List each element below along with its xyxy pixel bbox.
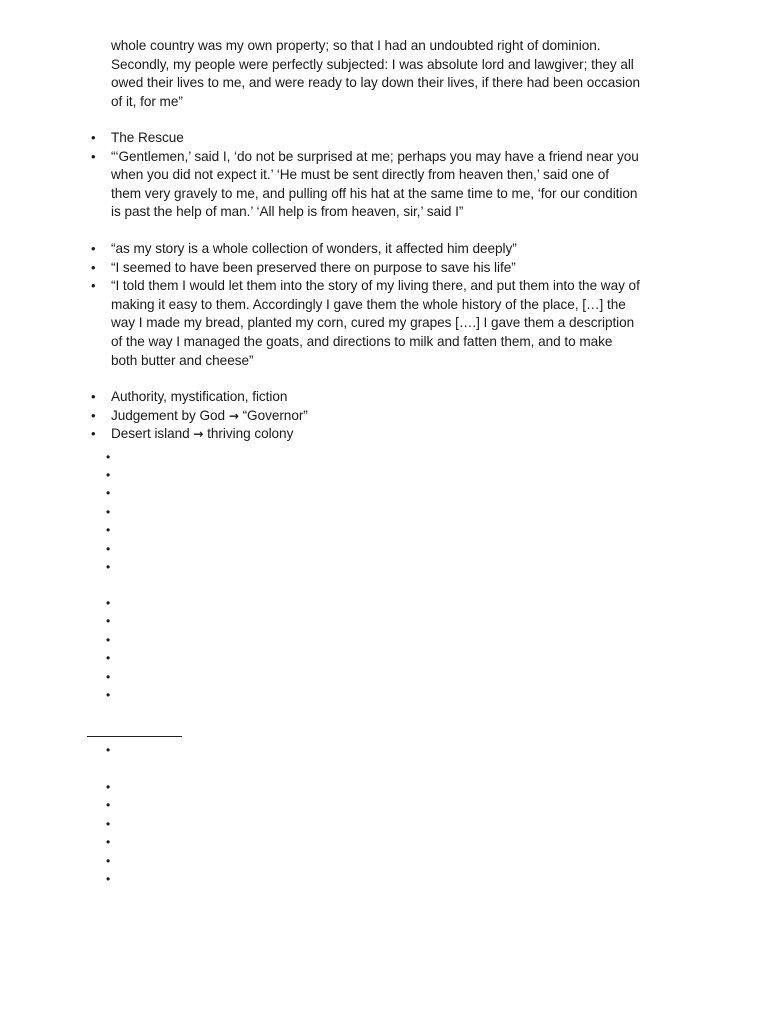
empty-bullet-icon: • xyxy=(106,670,111,684)
empty-bullet-icon: • xyxy=(106,743,111,757)
list-item-text-after: “Governor” xyxy=(242,407,308,423)
list-item xyxy=(91,129,641,148)
empty-bullet-icon: • xyxy=(106,688,111,702)
empty-bullet-icon: • xyxy=(106,505,111,519)
bullet-group-quotes xyxy=(91,240,641,370)
empty-bullet-icon: • xyxy=(106,596,111,610)
empty-bullet-icon: • xyxy=(106,835,111,849)
arrow-right-icon: → xyxy=(193,427,204,442)
list-item xyxy=(91,240,641,259)
bullet-icon: • xyxy=(91,278,96,294)
empty-bullet-icon: • xyxy=(106,633,111,647)
list-item-text-after: thriving colony xyxy=(207,426,294,442)
list-item-text: “I seemed to have been preserved there on purpose to save his life” xyxy=(111,259,516,275)
bullet-icon: • xyxy=(91,259,96,275)
empty-bullet-icon: • xyxy=(106,651,111,665)
list-item xyxy=(91,388,641,407)
arrow-right-icon: → xyxy=(228,408,239,423)
empty-bullet-icon: • xyxy=(106,854,111,868)
empty-bullet-icon: • xyxy=(106,450,111,464)
empty-bullet-icon: • xyxy=(106,817,111,831)
empty-bullet-icon: • xyxy=(106,523,111,537)
list-item xyxy=(91,277,641,370)
list-item-text: “as my story is a whole collection of wonders, it affected him deeply” xyxy=(111,241,517,256)
bullet-icon: • xyxy=(91,148,96,164)
list-item-text: The Rescue xyxy=(111,130,184,145)
empty-bullet-icon: • xyxy=(106,468,111,482)
bullet-icon: • xyxy=(91,426,96,442)
bullet-icon: • xyxy=(91,407,96,423)
bullet-group-rescue xyxy=(91,129,641,222)
empty-bullet-icon: • xyxy=(106,798,111,812)
empty-bullet-icon: • xyxy=(106,614,111,628)
intro-paragraph: whole country was my own property; so that I had an undoubted right of dominion. Secondly, my people were perfectly subjected: I was absolute lord and lawgiver; they all owed their lives to me, and were ready to lay down their lives, if there had been occasion of it, for me” xyxy=(111,38,640,109)
bullet-group-themes xyxy=(91,388,641,444)
empty-bullet-icon: • xyxy=(106,560,111,574)
empty-bullet-icon: • xyxy=(106,780,111,794)
bullet-icon: • xyxy=(91,389,96,404)
list-item-text: Authority, mystification, fiction xyxy=(111,389,288,404)
list-item xyxy=(91,407,641,426)
intro-paragraph-block xyxy=(111,37,641,111)
list-item-text-before: Desert island xyxy=(111,426,190,442)
list-item xyxy=(91,425,641,444)
list-item-text: “I told them I would let them into the story of my living there, and put them into the way of making it easy to them. Accordingly I gave them the whole history of the place, […] the way I made my bread, planted my corn, cured my grapes [….] I gave them a description of the way I managed the goats, and directions to milk and fatten them, and to make both butter and cheese” xyxy=(111,278,640,368)
bullet-icon: • xyxy=(91,130,96,145)
empty-bullet-icon: • xyxy=(106,486,111,500)
list-item xyxy=(91,148,641,222)
list-item-text-before: Judgement by God xyxy=(111,407,226,423)
footnote-separator xyxy=(87,736,182,737)
bullet-icon: • xyxy=(91,241,96,256)
empty-bullet-icon: • xyxy=(106,872,111,886)
list-item-text: “‘Gentlemen,’ said I, ‘do not be surprised at me; perhaps you may have a friend near you when you did not expect it.’ ‘He must be sent directly from heaven then,’ said one of them very gravely to me, and pulling off his hat at the same time to me, ‘for our condition is past the help of man.’ ‘All help is from heaven, sir,’ said I” xyxy=(111,148,639,220)
empty-bullet-icon: • xyxy=(106,542,111,556)
list-item xyxy=(91,259,641,278)
